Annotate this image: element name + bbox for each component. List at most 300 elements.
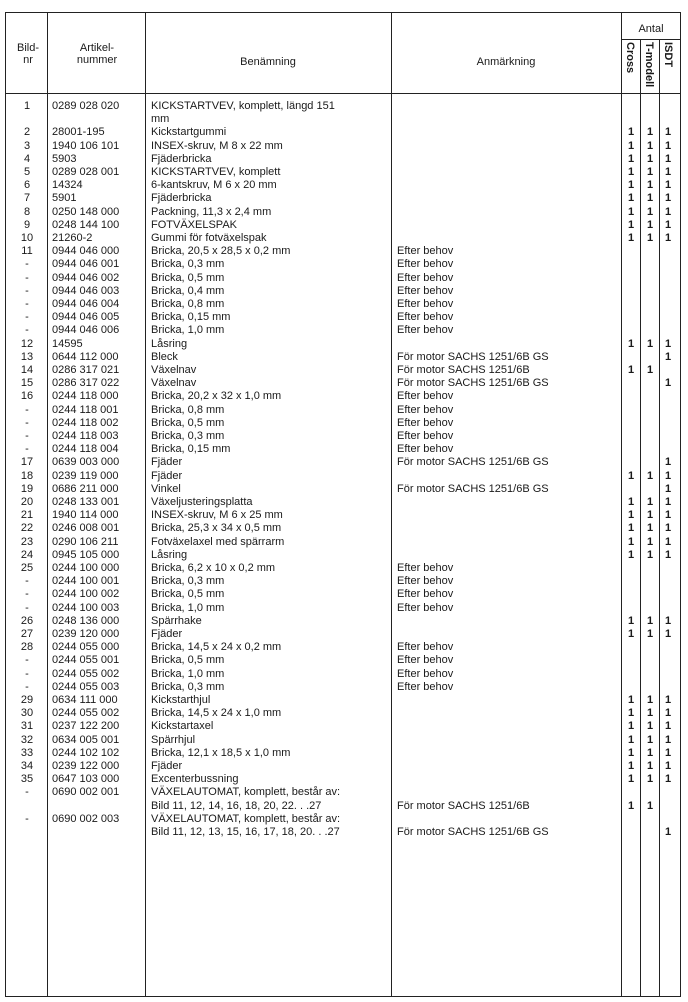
cell-ben: Växelnav: [151, 377, 197, 390]
cell-nr: 14: [20, 364, 34, 376]
cell-q2: 1: [646, 179, 654, 192]
cell-q1: 1: [627, 509, 635, 522]
table-row: [0, 615, 688, 628]
cell-art: 0244 055 002: [52, 707, 120, 720]
table-row: [0, 126, 688, 139]
cell-nr: 9: [23, 218, 31, 231]
cell-anm: Efter behov: [397, 416, 454, 429]
cell-ben: Excenterbussning: [151, 773, 239, 786]
cell-art: 0244 055 003: [52, 680, 120, 693]
cell-art: 0944 046 004: [52, 298, 120, 310]
table-row: [0, 509, 688, 522]
cell-ben: KICKSTARTVEV, komplett, längd 151: [151, 100, 335, 112]
cell-q2: 1: [646, 152, 654, 165]
cell-q1: 1: [627, 522, 635, 535]
cell-nr: 33: [20, 746, 34, 759]
table-row: [0, 720, 688, 733]
cell-ben: Bricka, 0,3 mm: [151, 430, 225, 442]
cell-art: 0244 118 001: [52, 403, 119, 416]
cell-art: 0686 211 000: [52, 482, 119, 495]
cell-q2: 1: [646, 799, 654, 812]
cell-nr: -: [25, 298, 29, 310]
cell-nr: -: [25, 601, 29, 614]
cell-ben: Fjäder: [151, 456, 183, 469]
cell-ben: Fjäder: [151, 760, 183, 772]
cell-q1: 1: [627, 337, 635, 350]
cell-art: 0244 100 000: [52, 562, 120, 574]
cell-nr: 25: [20, 562, 34, 574]
cell-q2: 1: [646, 364, 654, 376]
cell-q2: 1: [646, 522, 654, 535]
cell-ben: Bricka, 25,3 x 34 x 0,5 mm: [151, 522, 282, 535]
cell-q3: 1: [664, 377, 672, 390]
cell-ben: Låsring: [151, 337, 188, 350]
cell-nr: 10: [20, 232, 34, 244]
cell-art: 0244 055 000: [52, 641, 120, 654]
header-benamning: Benämning: [240, 56, 296, 68]
cell-nr: -: [25, 430, 29, 442]
cell-anm: Efter behov: [397, 680, 454, 693]
table-row: [0, 456, 688, 469]
cell-q1: 1: [627, 720, 635, 733]
cell-anm: För motor SACHS 1251/6B GS: [397, 456, 549, 469]
cell-ben: Bricka, 0,8 mm: [151, 403, 225, 416]
cell-q3: 1: [664, 720, 672, 733]
table-row: [0, 628, 688, 641]
cell-art: 14595: [52, 337, 83, 350]
cell-ben: Bleck: [151, 350, 178, 363]
cell-art: 21260-2: [52, 232, 93, 244]
table-row: [0, 390, 688, 403]
cell-anm: Efter behov: [397, 390, 454, 403]
cell-nr: 24: [20, 548, 34, 561]
cell-art: 0289 028 020: [52, 100, 120, 112]
table-row: [0, 826, 688, 839]
cell-nr: 13: [20, 350, 34, 363]
cell-ben: mm: [151, 113, 170, 126]
cell-q1: 1: [627, 773, 635, 786]
cell-anm: För motor SACHS 1251/6B GS: [397, 482, 549, 495]
table-row: [0, 258, 688, 271]
cell-nr: 20: [20, 496, 34, 508]
cell-anm: För motor SACHS 1251/6B: [397, 799, 530, 812]
cell-ben: INSEX-skruv, M 8 x 22 mm: [151, 139, 283, 152]
cell-art: 0690 002 003: [52, 812, 120, 825]
cell-art: 5901: [52, 192, 77, 205]
cell-anm: För motor SACHS 1251/6B GS: [397, 350, 549, 363]
table-row: [0, 496, 688, 509]
table-row: [0, 324, 688, 337]
cell-q2: 1: [646, 192, 654, 205]
cell-q3: 1: [664, 707, 672, 720]
cell-art: 0239 122 000: [52, 760, 120, 772]
cell-art: 0286 317 021: [52, 364, 120, 376]
cell-art: 0944 046 001: [52, 258, 120, 271]
cell-art: 1940 106 101: [52, 139, 120, 152]
cell-art: 0634 005 001: [52, 733, 120, 746]
header-antal: Antal: [638, 23, 664, 35]
table-row: [0, 575, 688, 588]
table-row: [0, 113, 688, 126]
cell-q1: 1: [627, 205, 635, 218]
cell-nr: 7: [23, 192, 31, 205]
table-row: [0, 219, 688, 232]
cell-nr: 23: [20, 535, 34, 548]
cell-nr: 32: [20, 733, 34, 746]
cell-q3: 1: [664, 509, 672, 522]
cell-nr: -: [25, 575, 29, 588]
cell-q2: 1: [646, 733, 654, 746]
cell-art: 0290 106 211: [52, 535, 119, 548]
cell-anm: Efter behov: [397, 311, 454, 324]
cell-nr: 12: [20, 337, 34, 350]
table-row: [0, 338, 688, 351]
table-row: [0, 641, 688, 654]
cell-nr: -: [25, 403, 29, 416]
table-row: [0, 760, 688, 773]
cell-nr: -: [25, 311, 29, 324]
table-row: [0, 786, 688, 799]
cell-ben: Bricka, 0,5 mm: [151, 416, 225, 429]
table-row: [0, 734, 688, 747]
table-row: [0, 522, 688, 535]
cell-art: 0244 055 002: [52, 667, 120, 680]
cell-q2: 1: [646, 773, 654, 786]
cell-nr: 28: [20, 641, 34, 654]
cell-nr: -: [25, 812, 29, 825]
cell-art: 0244 118 002: [52, 416, 119, 429]
cell-nr: 6: [23, 179, 31, 192]
cell-art: 0647 103 000: [52, 773, 120, 786]
table-row: [0, 232, 688, 245]
cell-anm: För motor SACHS 1251/6B GS: [397, 826, 549, 838]
cell-art: 5903: [52, 152, 77, 165]
cell-art: 0244 055 001: [52, 654, 120, 667]
cell-ben: Bricka, 0,15 mm: [151, 443, 231, 456]
table-row: [0, 298, 688, 311]
cell-ben: Kickstarthjul: [151, 694, 211, 706]
cell-q2: 1: [646, 232, 654, 244]
cell-art: 0944 046 003: [52, 284, 120, 297]
cell-ben: Växelnav: [151, 364, 197, 376]
cell-art: 28001-195: [52, 126, 105, 139]
cell-q3: 1: [664, 456, 672, 469]
cell-nr: 34: [20, 760, 34, 772]
cell-nr: 5: [23, 166, 31, 178]
cell-nr: 4: [23, 152, 31, 165]
cell-nr: 11: [21, 245, 33, 258]
table-row: [0, 364, 688, 377]
cell-anm: Efter behov: [397, 324, 454, 337]
table-row: [0, 536, 688, 549]
cell-nr: 8: [23, 205, 31, 218]
table-row: [0, 654, 688, 667]
cell-q2: 1: [646, 218, 654, 231]
cell-q2: 1: [646, 496, 654, 508]
cell-anm: Efter behov: [397, 575, 454, 588]
cell-q3: 1: [664, 746, 672, 759]
table-row: [0, 800, 688, 813]
cell-ben: Vinkel: [151, 482, 181, 495]
table-row: [0, 483, 688, 496]
cell-q2: 1: [646, 707, 654, 720]
cell-q3: 1: [664, 166, 672, 178]
cell-art: 0248 144 100: [52, 218, 120, 231]
cell-anm: Efter behov: [397, 258, 454, 271]
cell-ben: Packning, 11,3 x 2,4 mm: [151, 205, 272, 218]
cell-art: 0286 317 022: [52, 377, 120, 390]
cell-q1: 1: [627, 232, 635, 244]
cell-art: 0244 100 001: [52, 575, 120, 588]
cell-anm: Efter behov: [397, 443, 454, 456]
table-row: [0, 100, 688, 113]
cell-q1: 1: [627, 496, 635, 508]
cell-q3: 1: [664, 126, 672, 139]
cell-ben: Bricka, 0,4 mm: [151, 284, 225, 297]
cell-nr: -: [25, 416, 29, 429]
header-bild-nr: Bild- nr: [16, 42, 39, 66]
cell-q1: 1: [627, 548, 635, 561]
cell-nr: 17: [20, 456, 34, 469]
cell-q3: 1: [664, 628, 672, 640]
table-row: [0, 562, 688, 575]
cell-q1: 1: [627, 469, 635, 482]
cell-ben: Bild 11, 12, 13, 15, 16, 17, 18, 20. . .27: [151, 826, 340, 838]
cell-art: 0244 118 003: [52, 430, 119, 442]
cell-ben: FOTVÄXELSPAK: [151, 218, 237, 231]
cell-q1: 1: [627, 760, 635, 772]
cell-q1: 1: [627, 614, 635, 627]
cell-q1: 1: [627, 179, 635, 192]
table-row: [0, 602, 688, 615]
cell-nr: 30: [20, 707, 34, 720]
cell-nr: 2: [23, 126, 31, 139]
cell-ben: Bricka, 6,2 x 10 x 0,2 mm: [151, 562, 276, 574]
table-row: [0, 707, 688, 720]
table-row: [0, 179, 688, 192]
cell-q1: 1: [627, 694, 635, 706]
cell-q1: 1: [627, 746, 635, 759]
cell-q2: 1: [646, 720, 654, 733]
cell-art: 0244 118 000: [52, 390, 119, 403]
cell-q1: 1: [627, 535, 635, 548]
table-row: [0, 773, 688, 786]
table-row: [0, 813, 688, 826]
cell-nr: 18: [20, 469, 34, 482]
header-isdt: ISDT: [662, 42, 674, 68]
table-row: [0, 311, 688, 324]
cell-anm: Efter behov: [397, 271, 454, 284]
cell-ben: Bricka, 0,5 mm: [151, 588, 225, 601]
cell-anm: Efter behov: [397, 298, 454, 310]
cell-art: 0239 120 000: [52, 628, 120, 640]
cell-ben: Växeljusteringsplatta: [151, 496, 253, 508]
cell-art: 0944 046 000: [52, 245, 120, 258]
cell-anm: Efter behov: [397, 562, 454, 574]
table-row: [0, 549, 688, 562]
cell-q3: 1: [664, 179, 672, 192]
cell-art: 0944 046 005: [52, 311, 120, 324]
cell-q1: 1: [627, 628, 635, 640]
cell-art: 0289 028 001: [52, 166, 120, 178]
cell-anm: För motor SACHS 1251/6B: [397, 364, 530, 376]
cell-nr: -: [25, 654, 29, 667]
cell-q1: 1: [627, 733, 635, 746]
cell-q1: 1: [627, 166, 635, 178]
cell-ben: Bild 11, 12, 14, 16, 18, 20, 22. . .27: [151, 799, 322, 812]
cell-art: 0644 112 000: [52, 350, 119, 363]
cell-anm: Efter behov: [397, 654, 454, 667]
cell-ben: Spärrhjul: [151, 733, 196, 746]
cell-q2: 1: [646, 760, 654, 772]
cell-art: 0639 003 000: [52, 456, 120, 469]
cell-q2: 1: [646, 628, 654, 640]
cell-art: 0690 002 001: [52, 786, 120, 799]
cell-q3: 1: [664, 192, 672, 205]
table-row: [0, 272, 688, 285]
cell-q3: 1: [664, 232, 672, 244]
cell-nr: 22: [20, 522, 34, 535]
cell-ben: Bricka, 20,5 x 28,5 x 0,2 mm: [151, 245, 291, 258]
cell-ben: Bricka, 0,15 mm: [151, 311, 231, 324]
cell-q1: 1: [627, 192, 635, 205]
cell-q2: 1: [646, 337, 654, 350]
table-row: [0, 140, 688, 153]
cell-nr: 16: [20, 390, 34, 403]
cell-ben: 6-kantskruv, M 6 x 20 mm: [151, 179, 277, 192]
cell-anm: Efter behov: [397, 430, 454, 442]
cell-nr: 35: [20, 773, 34, 786]
table-row: [0, 747, 688, 760]
cell-q3: 1: [664, 522, 672, 535]
cell-q2: 1: [646, 139, 654, 152]
cell-art: 0945 105 000: [52, 548, 120, 561]
cell-ben: Fjäderbricka: [151, 192, 212, 205]
cell-ben: Bricka, 0,5 mm: [151, 271, 225, 284]
cell-art: 0944 046 006: [52, 324, 120, 337]
cell-nr: -: [25, 258, 29, 271]
cell-art: 1940 114 000: [52, 509, 119, 522]
cell-art: 0246 008 001: [52, 522, 120, 535]
cell-ben: Bricka, 20,2 x 32 x 1,0 mm: [151, 390, 282, 403]
cell-nr: 21: [20, 509, 34, 522]
cell-q3: 1: [664, 496, 672, 508]
table-row: [0, 153, 688, 166]
cell-q3: 1: [664, 218, 672, 231]
table-row: [0, 285, 688, 298]
cell-nr: 29: [20, 694, 34, 706]
cell-art: 0250 148 000: [52, 205, 120, 218]
cell-q1: 1: [627, 707, 635, 720]
cell-nr: -: [25, 588, 29, 601]
cell-ben: Bricka, 0,3 mm: [151, 258, 225, 271]
cell-art: 0248 133 001: [52, 496, 120, 508]
table-row: [0, 430, 688, 443]
header-t-modell: T-modell: [643, 42, 655, 88]
cell-ben: Bricka, 14,5 x 24 x 0,2 mm: [151, 641, 282, 654]
cell-q3: 1: [664, 205, 672, 218]
cell-ben: Bricka, 14,5 x 24 x 1,0 mm: [151, 707, 282, 720]
cell-nr: 31: [20, 720, 34, 733]
cell-nr: -: [25, 443, 29, 456]
cell-ben: Fjäder: [151, 469, 183, 482]
cell-art: 0944 046 002: [52, 271, 120, 284]
antal-divider: [621, 39, 681, 40]
cell-art: 0244 118 004: [52, 443, 119, 456]
table-row: [0, 443, 688, 456]
cell-nr: -: [25, 786, 29, 799]
cell-art: 0248 136 000: [52, 614, 120, 627]
cell-nr: -: [25, 324, 29, 337]
cell-nr: 1: [23, 100, 31, 112]
cell-ben: Bricka, 0,8 mm: [151, 298, 225, 310]
cell-q3: 1: [664, 694, 672, 706]
header-divider: [5, 93, 681, 94]
cell-art: 14324: [52, 179, 83, 192]
cell-ben: KICKSTARTVEV, komplett: [151, 166, 281, 178]
cell-nr: -: [25, 667, 29, 680]
table-row: [0, 470, 688, 483]
cell-ben: Bricka, 1,0 mm: [151, 667, 225, 680]
cell-art: 0244 100 003: [52, 601, 120, 614]
cell-nr: 15: [20, 377, 34, 390]
table-row: [0, 694, 688, 707]
table-row: [0, 245, 688, 258]
cell-ben: Bricka, 1,0 mm: [151, 324, 225, 337]
cell-ben: VÄXELAUTOMAT, komplett, består av:: [151, 812, 341, 825]
table-row: [0, 668, 688, 681]
cell-q3: 1: [664, 152, 672, 165]
cell-q1: 1: [627, 799, 635, 812]
cell-q3: 1: [664, 733, 672, 746]
cell-q3: 1: [664, 337, 672, 350]
cell-q3: 1: [664, 826, 672, 838]
cell-anm: Efter behov: [397, 667, 454, 680]
cell-q1: 1: [627, 364, 635, 376]
cell-ben: Fjäderbricka: [151, 152, 212, 165]
cell-ben: INSEX-skruv, M 6 x 25 mm: [151, 509, 283, 522]
cell-ben: Låsring: [151, 548, 188, 561]
cell-anm: Efter behov: [397, 284, 454, 297]
cell-ben: Gummi för fotväxelspak: [151, 232, 267, 244]
cell-q3: 1: [664, 614, 672, 627]
cell-art: 0244 102 102: [52, 746, 120, 759]
cell-q3: 1: [664, 773, 672, 786]
cell-q2: 1: [646, 205, 654, 218]
cell-ben: Kickstartaxel: [151, 720, 214, 733]
cell-nr: -: [25, 271, 29, 284]
cell-q2: 1: [646, 694, 654, 706]
cell-ben: VÄXELAUTOMAT, komplett, består av:: [151, 786, 341, 799]
cell-anm: Efter behov: [397, 641, 454, 654]
table-row: [0, 166, 688, 179]
cell-q2: 1: [646, 469, 654, 482]
table-row: [0, 351, 688, 364]
cell-q3: 1: [664, 760, 672, 772]
cell-art: 0244 100 002: [52, 588, 120, 601]
cell-ben: Fotväxelaxel med spärrarm: [151, 535, 285, 548]
cell-q3: 1: [664, 139, 672, 152]
cell-nr: 19: [20, 482, 34, 495]
cell-q1: 1: [627, 126, 635, 139]
cell-q2: 1: [646, 166, 654, 178]
cell-ben: Fjäder: [151, 628, 183, 640]
cell-q3: 1: [664, 535, 672, 548]
cell-q1: 1: [627, 139, 635, 152]
cell-q1: 1: [627, 218, 635, 231]
cell-anm: Efter behov: [397, 245, 454, 258]
header-artikelnummer: Artikel- nummer: [76, 42, 118, 66]
